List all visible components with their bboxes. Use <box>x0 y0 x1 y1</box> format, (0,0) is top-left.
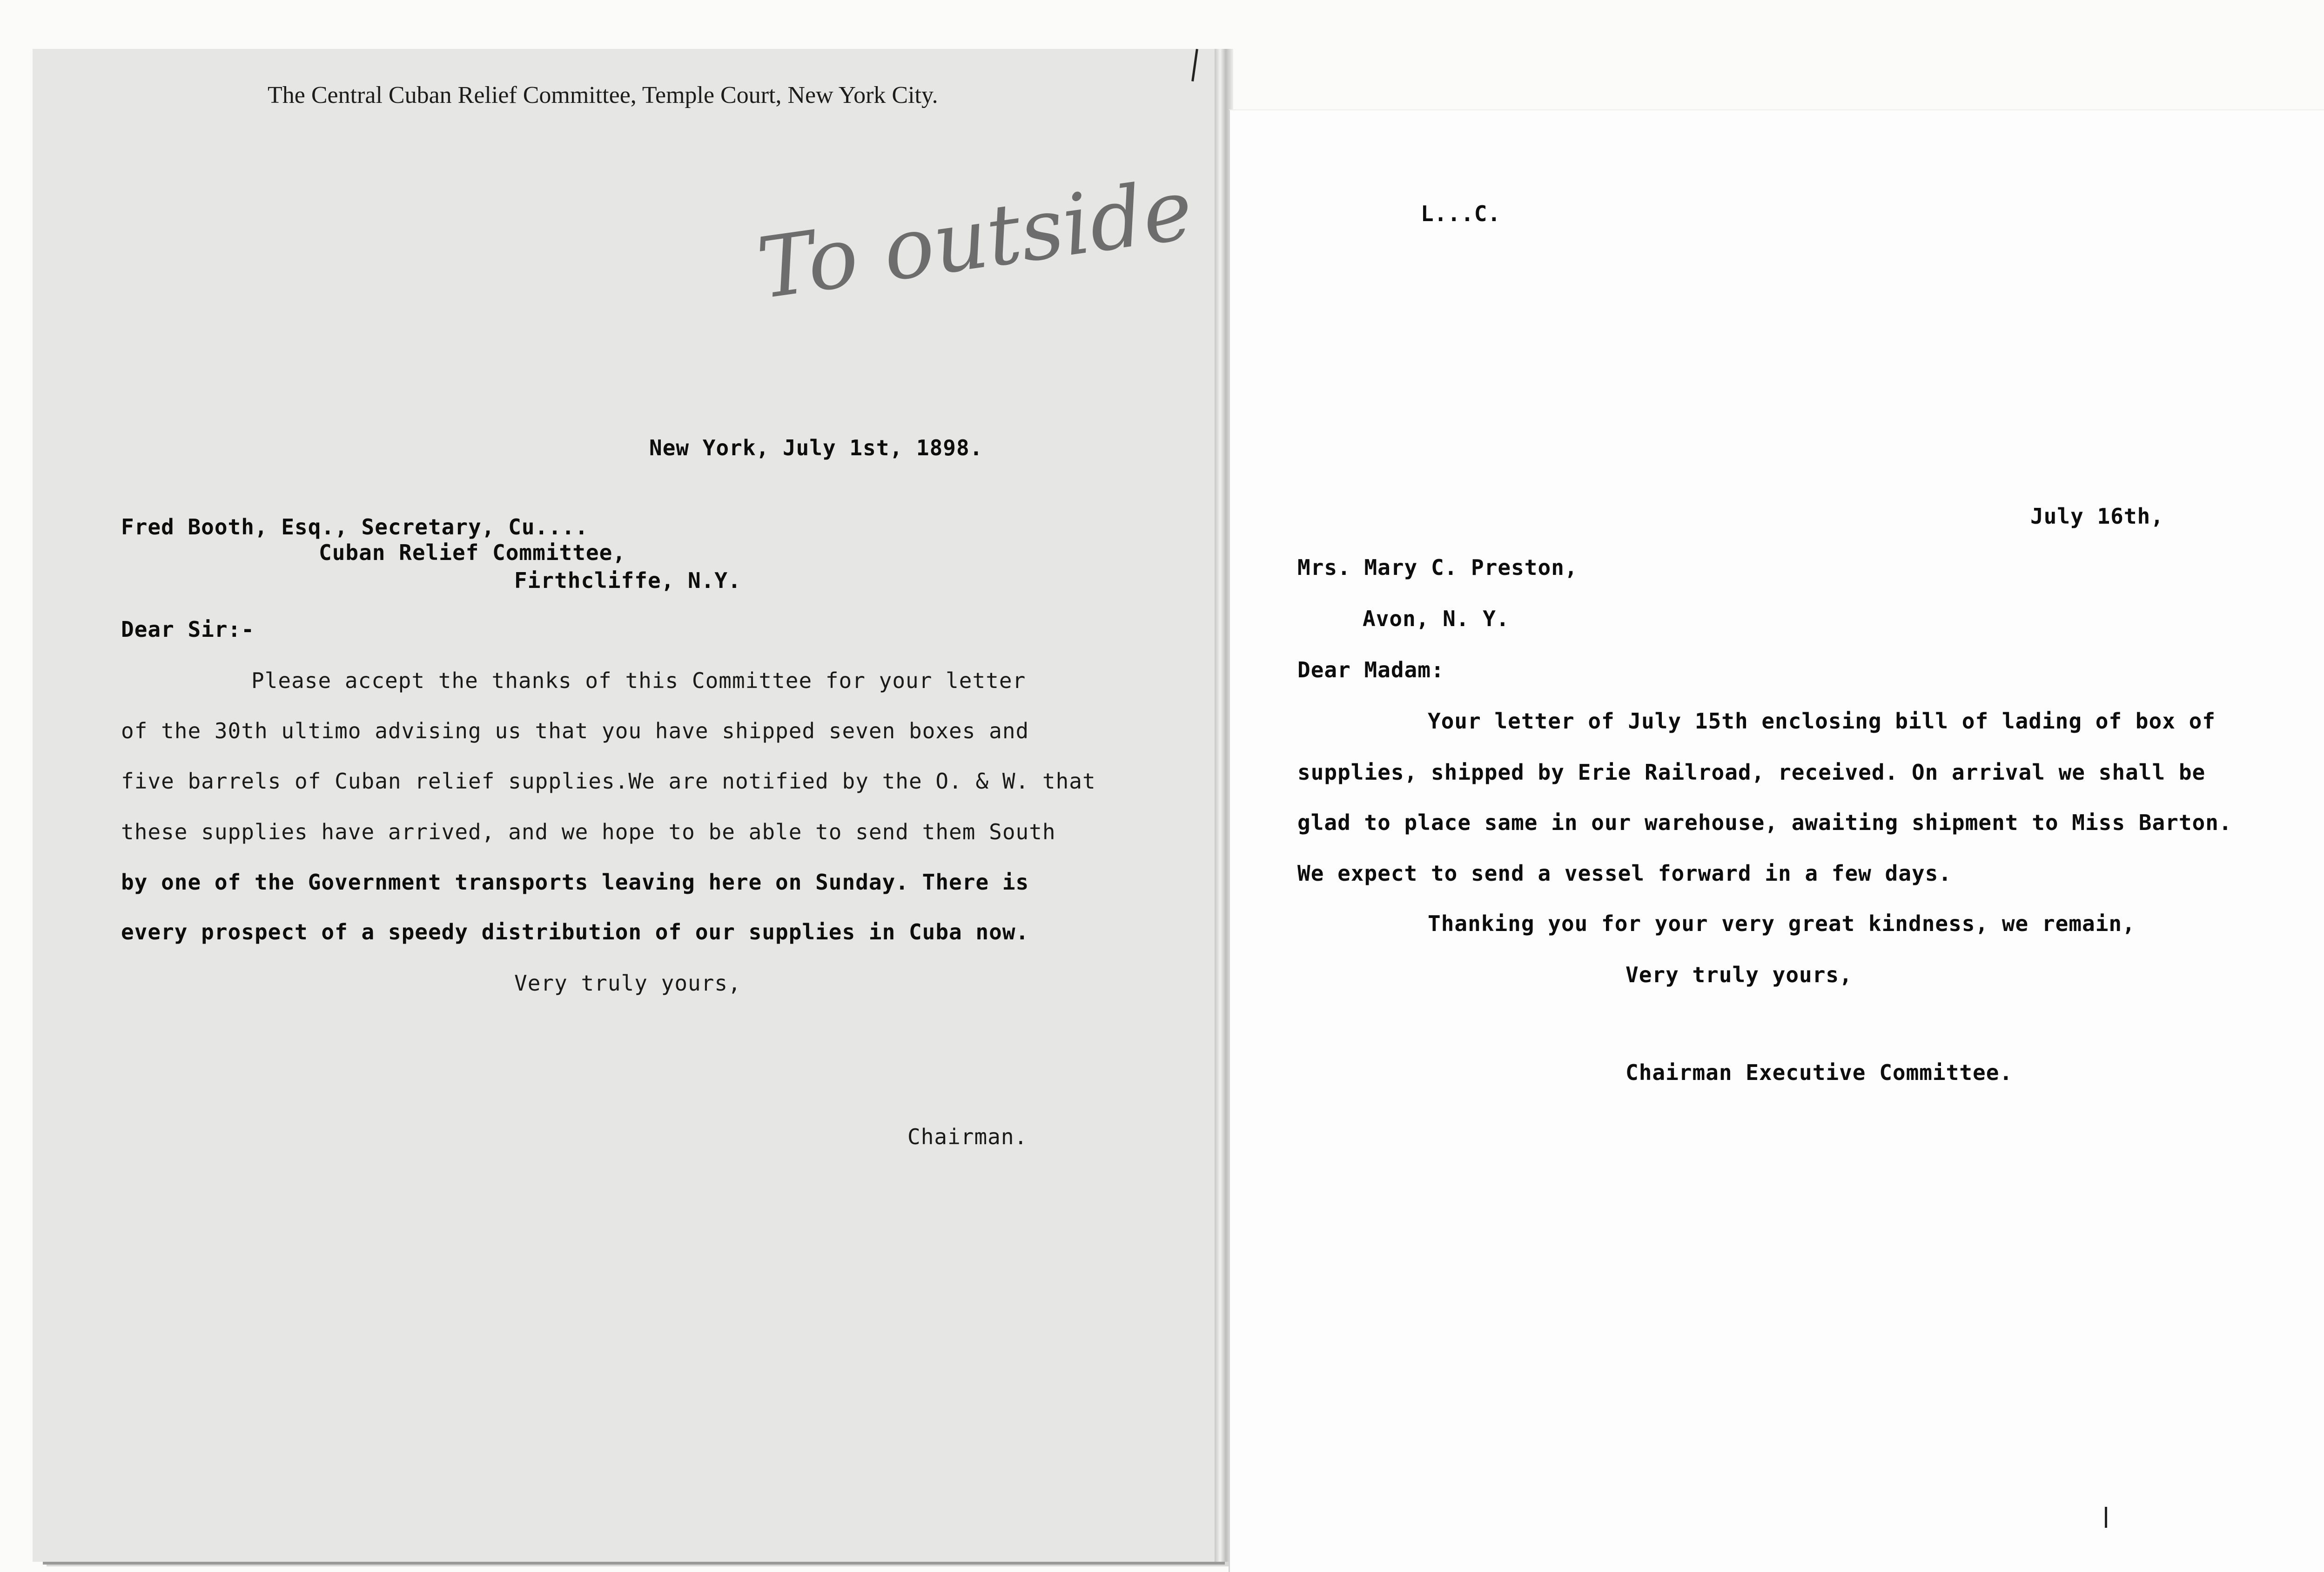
right-body-line: Your letter of July 15th enclosing bill of lading of box of <box>1428 708 2216 734</box>
pen-mark <box>1191 49 1198 81</box>
left-address-line-3: Firthcliffe, N.Y. <box>514 568 741 593</box>
left-body-line: these supplies have arrived, and we hope to be able to send them South <box>121 819 1056 844</box>
right-address-line-2: Avon, N. Y. <box>1363 606 1510 631</box>
right-letter-sheet <box>1229 109 2324 1572</box>
pen-mark <box>2105 1507 2107 1528</box>
right-reference: L...C. <box>1421 201 1501 226</box>
left-body-line: every prospect of a speedy distribution of our supplies in Cuba now. <box>121 919 1029 945</box>
left-body-line: five barrels of Cuban relief supplies.We are notified by the O. & W. that <box>121 769 1096 794</box>
right-body-line: glad to place same in our warehouse, awaiting shipment to Miss Barton. <box>1297 810 2232 835</box>
left-address-line-2: Cuban Relief Committee, <box>319 540 626 565</box>
left-letter-sheet <box>33 49 1215 1562</box>
left-body-line: of the 30th ultimo advising us that you have shipped seven boxes and <box>121 718 1029 743</box>
right-signature: Chairman Executive Committee. <box>1625 1060 2013 1085</box>
left-address-line-1: Fred Booth, Esq., Secretary, Cu.... <box>121 514 589 540</box>
right-body-line: supplies, shipped by Erie Railroad, received. On arrival we shall be <box>1297 760 2206 785</box>
left-salutation: Dear Sir:- <box>121 617 255 642</box>
left-closing: Very truly yours, <box>514 971 741 996</box>
letterhead: The Central Cuban Relief Committee, Temple Court, New York City. <box>268 82 938 108</box>
right-salutation: Dear Madam: <box>1297 657 1444 682</box>
right-thanks-line: Thanking you for your very great kindness, we remain, <box>1428 911 2136 936</box>
left-dateline: New York, July 1st, 1898. <box>649 435 983 460</box>
handwritten-note: To outside <box>752 161 1199 318</box>
right-closing: Very truly yours, <box>1625 962 1853 987</box>
left-body-line: by one of the Government transports leaving here on Sunday. There is <box>121 870 1029 895</box>
right-dateline: July 16th, <box>2030 504 2164 529</box>
right-address-line-1: Mrs. Mary C. Preston, <box>1297 555 1578 580</box>
right-body-line: We expect to send a vessel forward in a few days. <box>1297 861 1952 886</box>
left-signature: Chairman. <box>907 1124 1028 1149</box>
left-body-line: Please accept the thanks of this Committee for your letter <box>251 668 1026 693</box>
